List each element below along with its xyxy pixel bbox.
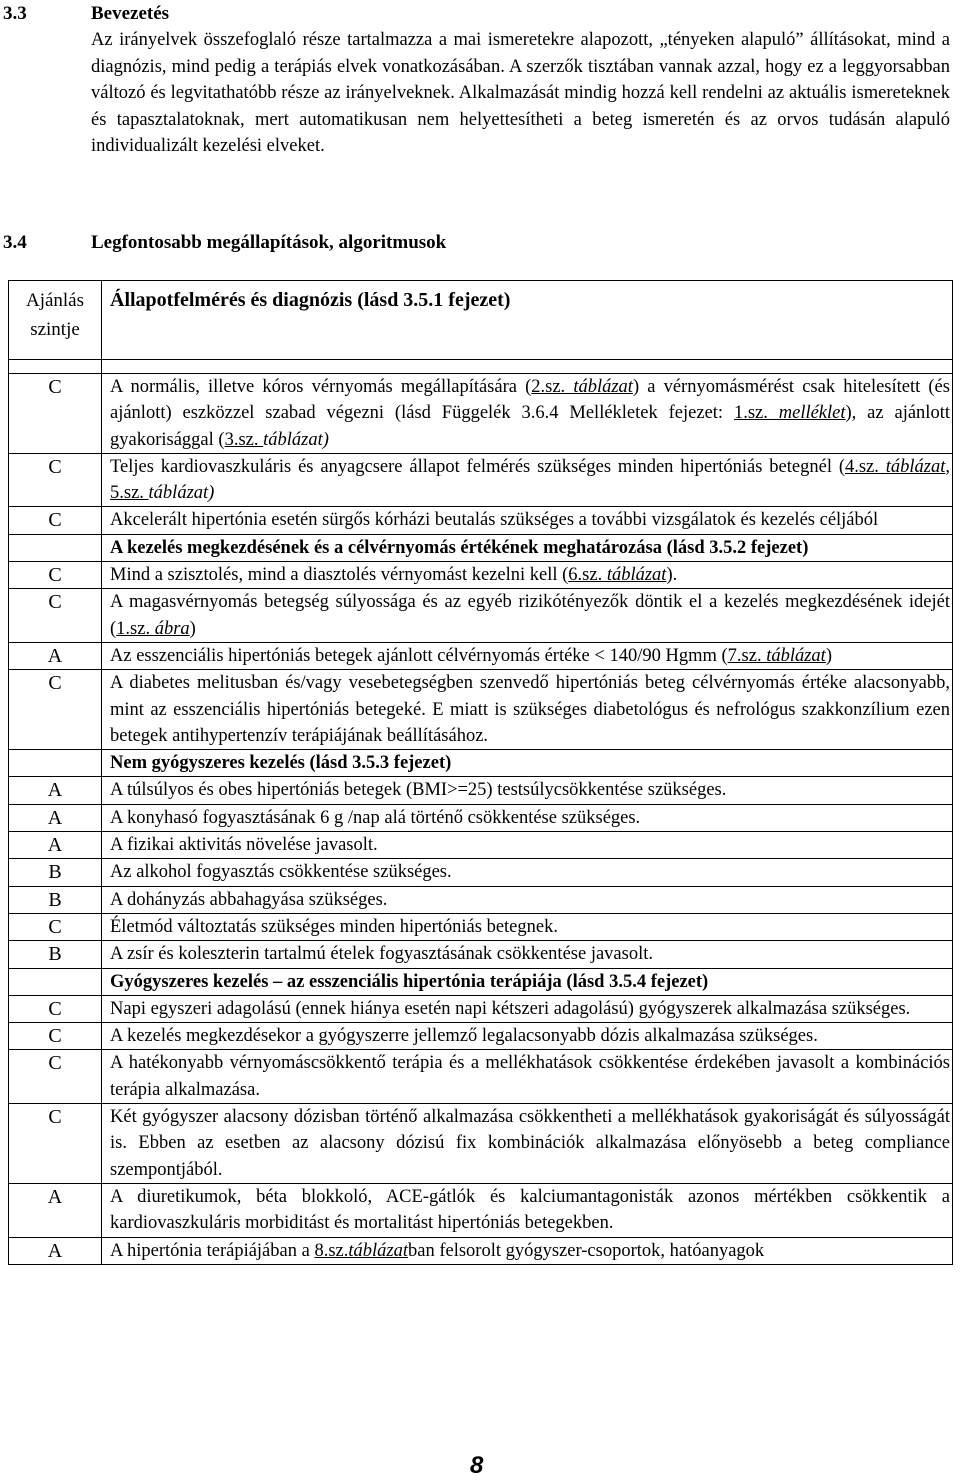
recommendation-level: C — [9, 374, 102, 454]
recommendation-level: C — [9, 995, 102, 1022]
recommendation-level: A — [9, 832, 102, 859]
table-row — [9, 804, 953, 831]
text-fragment: táblázat — [766, 645, 826, 666]
text-fragment: A kezelés megkezdésének és a célvérnyomás értékének meghatározása (lásd 3.5.2 fejezet) — [110, 537, 809, 558]
text-fragment: ) — [189, 618, 196, 639]
text-fragment: 1.sz. — [733, 403, 779, 424]
table-row — [9, 859, 953, 886]
recommendation-level: C — [9, 1023, 102, 1050]
recommendation-level: A — [9, 777, 102, 804]
text-fragment: melléklet — [778, 403, 846, 424]
recommendation-text — [102, 507, 953, 534]
text-fragment: Életmód változtatás szükséges minden hipertóniás betegnek. — [110, 916, 558, 937]
subheading-text — [102, 968, 953, 995]
text-fragment: A diuretikumok, béta blokkoló, ACE-gátlók és kalciumantagonisták azonos mértékben csökkentik a kardiovaszkuláris morbiditást és mortalitást hipertóniás betegekben. — [110, 1186, 950, 1234]
text-fragment: A magasvérnyomás betegség súlyossága és az egyéb rizikótényezők döntik el a kezelés megkezdésének idejét ( — [110, 592, 950, 639]
recommendation-text — [102, 642, 953, 669]
text-fragment: Az alkohol fogyasztás csökkentése szükséges. — [110, 862, 452, 883]
section-title: Bevezetés — [91, 3, 170, 24]
subheading-row — [9, 750, 953, 777]
recommendation-text — [102, 1237, 953, 1264]
table-row — [9, 1237, 953, 1264]
recommendation-level: A — [9, 804, 102, 831]
recommendation-level: C — [9, 562, 102, 589]
recommendation-text — [102, 941, 953, 968]
recommendation-level: C — [9, 1104, 102, 1184]
recommendation-level: C — [9, 507, 102, 534]
text-fragment: Akcelerált hipertónia esetén sürgős kórházi beutalás szükséges a további vizsgálatok és kezelés céljából — [110, 510, 879, 531]
level-header: Ajánlás szintje — [9, 281, 102, 360]
text-fragment: táblázat — [348, 1240, 408, 1261]
text-fragment: Két gyógyszer alacsony dózisban történő alkalmazása csökkentheti a mellékhatások gyakoriságát és súlyosságát is. Ebben az esetben az alacsony dózisú fix kombinációk alkalmazása előnyösebb a beteg compliance szempontjából. — [110, 1107, 950, 1180]
text-fragment: táblázat) — [263, 429, 329, 450]
text-fragment: Teljes kardiovaszkuláris és anyagcsere állapot felmérés szükséges minden hipertóniás betegnél ( — [110, 456, 845, 477]
text-fragment: A normális, illetve kóros vérnyomás megállapítására ( — [110, 377, 532, 397]
text-fragment: Gyógyszeres kezelés – az esszenciális hipertónia terápiája (lásd 3.5.4 fejezet) — [110, 971, 709, 992]
subheading-text — [102, 534, 953, 561]
recommendation-level: B — [9, 941, 102, 968]
text-fragment: ) a vérnyomásmérést csak hitelesített (és ajánlott) eszközzel szabad végezni (lásd Függelék 3.6.4 Mellékletek fejezet: — [110, 377, 950, 424]
table-row — [9, 777, 953, 804]
recommendation-level: A — [9, 1237, 102, 1264]
text-fragment: A hatékonyabb vérnyomáscsökkentő terápia és a mellékhatások csökkentése érdekében javasolt a kombinációs terápia alkalmazása. — [110, 1053, 950, 1100]
recommendation-text — [102, 995, 953, 1022]
text-fragment: Az esszenciális hipertóniás betegek ajánlott célvérnyomás értéke < 140/90 Hgmm ( — [110, 645, 728, 666]
spacer-cell — [102, 360, 953, 374]
table-spacer-row — [9, 360, 953, 374]
recommendation-text — [102, 886, 953, 913]
table-row — [9, 374, 953, 454]
intro-paragraph: Az irányelvek összefoglaló része tartalmazza a mai ismeretekre alapozott, „tényeken alapuló” állításokat, mind a diagnózis, mind pedig a terápiás elvek vonatkozásában. A szerzők tisztában vannak azzal, hogy ez a leggyorsabban változó és legvitathatóbb része az irányelveknek. Alkalmazását mindig hozzá kell rendelni az aktuális ismereteknek és tapasztalatoknak, mert automatikusan nem helyettesítheti a beteg ismeretén és az orvos tudásán alapuló individualizált kezelési elveket. — [91, 30, 950, 157]
text-fragment: A kezelés megkezdésekor a gyógyszerre jellemző legalacsonyabb dózis alkalmazása szükséges. — [110, 1026, 818, 1047]
recommendation-text — [102, 1104, 953, 1184]
table-row — [9, 670, 953, 750]
recommendation-level: B — [9, 859, 102, 886]
text-fragment: 5.sz. — [110, 483, 149, 504]
section-number: 3.4 — [3, 232, 27, 253]
table-row — [9, 562, 953, 589]
table-row — [9, 913, 953, 940]
table-row — [9, 1023, 953, 1050]
recommendation-text — [102, 1183, 953, 1237]
recommendation-text — [102, 859, 953, 886]
text-fragment: Napi egyszeri adagolású (ennek hiánya esetén napi kétszeri adagolású) gyógyszerek alkalmazása szükséges. — [110, 998, 911, 1019]
table-row — [9, 832, 953, 859]
text-fragment: ábra — [154, 618, 190, 639]
text-fragment: Nem gyógyszeres kezelés (lásd 3.5.3 fejezet) — [110, 753, 452, 774]
text-fragment: A konyhasó fogyasztásának 6 g /nap alá történő csökkentése szükséges. — [110, 807, 641, 828]
recommendation-level — [9, 968, 102, 995]
recommendation-text — [102, 913, 953, 940]
text-fragment: ban felsorolt gyógyszer-csoportok, hatóanyagok — [408, 1240, 765, 1261]
text-fragment: A zsír és koleszterin tartalmú ételek fogyasztásának csökkentése javasolt. — [110, 944, 653, 965]
table-header-row — [9, 281, 953, 360]
text-fragment: 7.sz. — [727, 645, 767, 666]
recommendation-level — [9, 750, 102, 777]
recommendation-text — [102, 670, 953, 750]
text-fragment: 2.sz. — [531, 377, 574, 397]
recommendation-text — [102, 562, 953, 589]
table-row — [9, 589, 953, 643]
table-row — [9, 453, 953, 507]
subheading-text — [102, 750, 953, 777]
page-number: 8 — [470, 1452, 484, 1479]
text-fragment: 3.sz. — [224, 429, 264, 450]
section-number: 3.3 — [3, 3, 27, 24]
text-fragment: táblázat — [573, 377, 633, 397]
text-fragment: táblázat) — [148, 483, 215, 504]
table-row — [9, 941, 953, 968]
text-fragment: ) — [825, 645, 832, 666]
text-fragment: táblázat — [606, 565, 667, 586]
recommendation-text — [102, 804, 953, 831]
recommendations-table — [8, 280, 953, 1265]
recommendation-level: C — [9, 589, 102, 643]
spacer-cell — [9, 360, 102, 374]
table-row — [9, 642, 953, 669]
text-fragment: , — [945, 456, 950, 477]
recommendation-level: B — [9, 886, 102, 913]
recommendation-text — [102, 589, 953, 643]
text-fragment: ), az ajánlott gyakorisággal ( — [110, 403, 950, 450]
text-fragment: ). — [666, 565, 678, 586]
recommendation-text — [102, 453, 953, 507]
text-fragment: táblázat — [885, 456, 946, 477]
subheading-row — [9, 534, 953, 561]
table-row — [9, 995, 953, 1022]
recommendation-level: C — [9, 913, 102, 940]
text-fragment: A diabetes melitusban és/vagy vesebetegségben szenvedő hipertóniás beteg célvérnyomás értéke alacsonyabb, mint az esszenciális hipertóniás betegeké. E miatt is szükséges diabetológus és nefrológus szakkonzílium ezen betegek antihypertenzív terápiájának beállításához. — [110, 673, 950, 746]
recommendation-text — [102, 1050, 953, 1104]
text-fragment: 6.sz. — [568, 565, 607, 586]
text-fragment: 8.sz. — [314, 1240, 349, 1261]
recommendation-level: C — [9, 453, 102, 507]
table-row — [9, 1183, 953, 1237]
text-fragment: A fizikai aktivitás növelése javasolt. — [110, 835, 378, 856]
text-fragment: A túlsúlyos és obes hipertóniás betegek (BMI>=25) testsúlycsökkentése szükséges. — [110, 780, 727, 801]
text-fragment: A dohányzás abbahagyása szükséges. — [110, 889, 388, 910]
table-row — [9, 1104, 953, 1184]
recommendation-text — [102, 832, 953, 859]
recommendation-text — [102, 777, 953, 804]
table-row — [9, 507, 953, 534]
section-title: Legfontosabb megállapítások, algoritmusok — [91, 232, 447, 253]
text-fragment: 4.sz. — [844, 456, 886, 477]
recommendation-level: A — [9, 642, 102, 669]
header-title: Állapotfelmérés és diagnózis (lásd 3.5.1 fejezet) — [102, 281, 953, 360]
recommendation-level — [9, 534, 102, 561]
text-fragment: Mind a szisztolés, mind a diasztolés vérnyomást kezelni kell ( — [110, 565, 569, 586]
subheading-row — [9, 968, 953, 995]
recommendation-text — [102, 1023, 953, 1050]
table-row — [9, 886, 953, 913]
recommendation-level: C — [9, 670, 102, 750]
recommendation-text — [102, 374, 953, 454]
text-fragment: A hipertónia terápiájában a — [110, 1240, 315, 1261]
text-fragment: 1.sz. — [116, 618, 155, 639]
recommendation-level: A — [9, 1183, 102, 1237]
recommendation-level: C — [9, 1050, 102, 1104]
table-row — [9, 1050, 953, 1104]
